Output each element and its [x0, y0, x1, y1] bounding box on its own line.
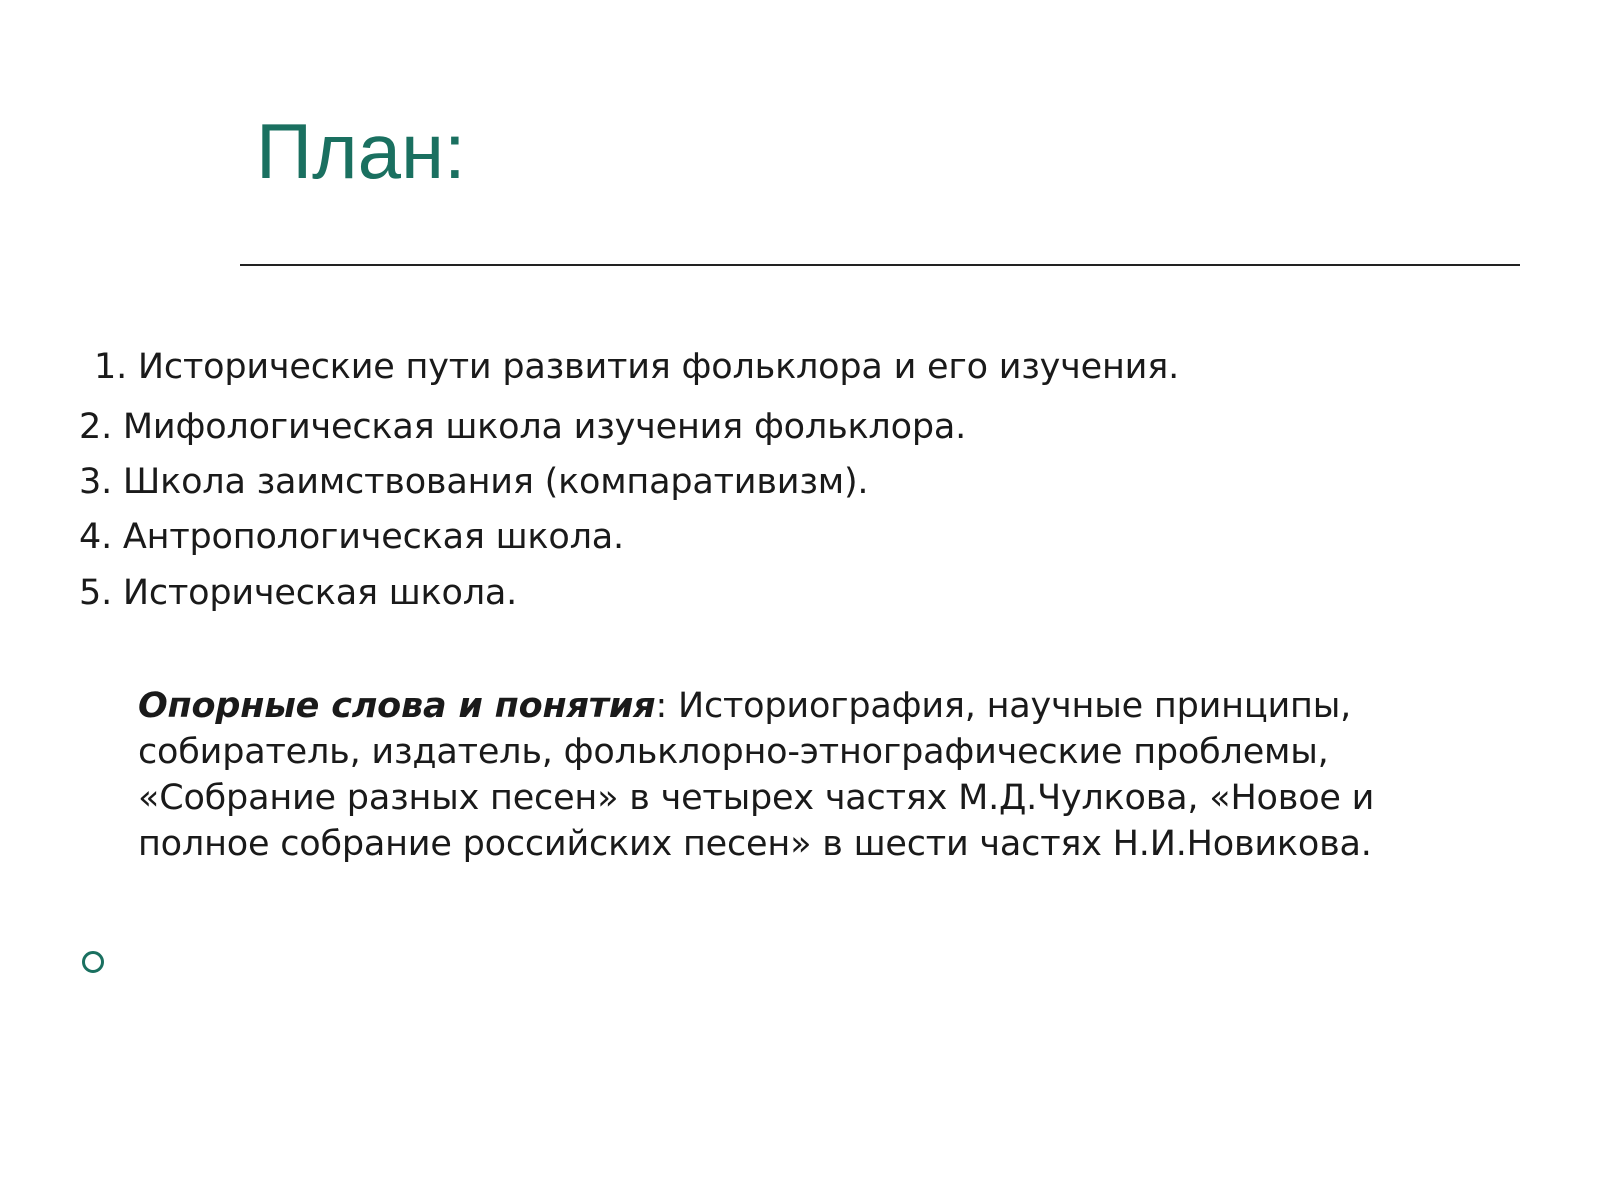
plan-item: 3. Школа заимствования (компаративизм). — [79, 462, 869, 502]
keywords-line: полное собрание российских песен» в шести частях Н.И.Новикова. — [138, 824, 1372, 864]
keywords-paragraph — [138, 683, 1558, 867]
circle-outline-icon — [82, 951, 104, 973]
keywords-line — [138, 683, 1558, 729]
keywords-line: «Собрание разных песен» в четырех частях М.Д.Чулкова, «Новое и — [138, 778, 1375, 818]
keywords-separator: : — [655, 686, 668, 726]
keywords-label: Опорные слова и понятия — [138, 686, 656, 726]
keywords-text: Историография, научные принципы, — [667, 686, 1352, 726]
slide-title: План: — [256, 107, 466, 195]
title-divider — [240, 264, 1520, 266]
plan-item: 2. Мифологическая школа изучения фольклора. — [79, 407, 967, 447]
plan-item: 5. Историческая школа. — [79, 573, 518, 613]
plan-item: 4. Антропологическая школа. — [79, 517, 624, 557]
keywords-line: собиратель, издатель, фольклорно-этнографические проблемы, — [138, 732, 1329, 772]
plan-item: 1. Исторические пути развития фольклора и его изучения. — [94, 347, 1180, 387]
